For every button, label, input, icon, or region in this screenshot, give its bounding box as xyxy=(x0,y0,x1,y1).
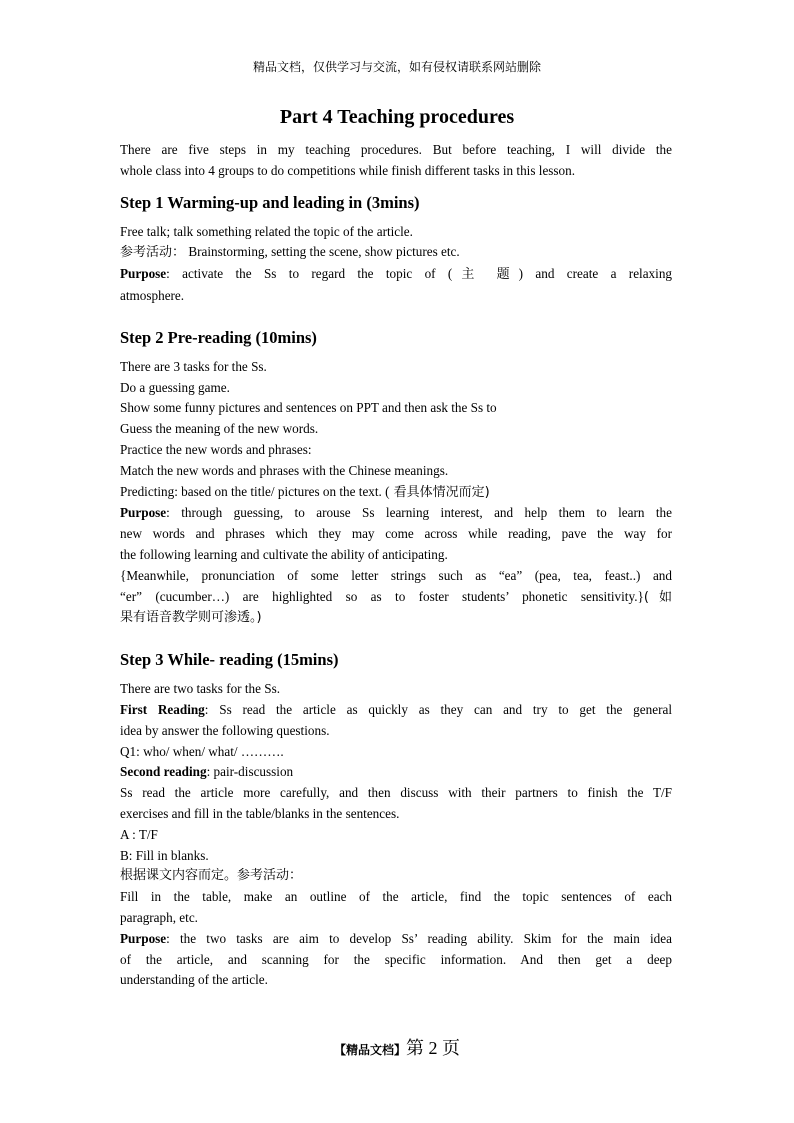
first-reading-label: First Reading xyxy=(120,701,205,717)
text-span: : the two tasks are aim to develop Ss’ reading ability. Skim for the main idea xyxy=(166,930,672,946)
page-title: Part 4 Teaching procedures xyxy=(279,106,515,128)
text-line xyxy=(120,700,672,721)
text-line: exercises and fill in the table/blanks in the sentences. xyxy=(120,805,400,821)
text-line: There are 3 tasks for the Ss. xyxy=(120,358,267,374)
step1-heading: Step 1 Warming-up and leading in (3mins) xyxy=(120,192,420,212)
text-line: {Meanwhile, pronunciation of some letter strings such as “ea” (pea, tea, feast..) and xyxy=(120,567,672,583)
cn-line: 果有语音教学则可渗透。) xyxy=(120,610,262,626)
cn-span: (如 xyxy=(643,589,672,605)
cn-label: 参考活动： xyxy=(120,245,186,261)
purpose-label: Purpose xyxy=(120,930,167,946)
text-line: new words and phrases which they may come across while reading, pave the way for xyxy=(120,526,672,542)
purpose-line xyxy=(120,503,672,524)
text-line: Practice the new words and phrases: xyxy=(120,441,312,457)
step2-heading: Step 2 Pre-reading (10mins) xyxy=(120,327,317,347)
text-line: idea by answer the following questions. xyxy=(120,722,330,738)
text-line: There are two tasks for the Ss. xyxy=(120,681,281,697)
text-line: B: Fill in blanks. xyxy=(120,847,209,863)
text-span: ) and create a relaxing xyxy=(518,266,673,282)
text-line: atmosphere. xyxy=(120,287,185,303)
text-line xyxy=(120,482,672,504)
text-span: Brainstorming, setting the scene, show pictures etc. xyxy=(185,244,460,260)
second-reading-label: Second reading xyxy=(120,764,207,780)
footer-label: 【精品文档】 xyxy=(333,1043,406,1057)
text-line: paragraph, etc. xyxy=(120,909,198,925)
text-line: of the article, and scanning for the specific information. And then get a deep xyxy=(120,951,672,967)
text-span: “er” (cucumber…) are highlighted so as to foster students’ phonetic sensitivity.} xyxy=(120,588,644,604)
cn-line: 根据课文内容而定。参考活动： xyxy=(120,868,303,884)
cn-span: 看具体情况而定) xyxy=(389,484,490,500)
document-body xyxy=(120,140,672,991)
text-span: Predicting: based on the title/ pictures on the text. ( xyxy=(120,483,390,499)
purpose-line xyxy=(120,929,672,950)
step3-heading: Step 3 While- reading (15mins) xyxy=(120,650,339,670)
intro-line: There are five steps in my teaching procedures. But before teaching, I will divide the xyxy=(120,142,672,157)
text-line xyxy=(120,762,672,783)
purpose-label: Purpose xyxy=(120,266,167,282)
text-span: : Ss read the article as quickly as they can and try to get the general xyxy=(204,701,672,717)
cn-span: 主 题 xyxy=(452,267,519,283)
text-span: : through guessing, to arouse Ss learning interest, and help them to learn the xyxy=(166,505,672,521)
text-span: : pair-discussion xyxy=(206,764,294,780)
text-line: A : T/F xyxy=(120,826,158,842)
text-line xyxy=(120,242,672,264)
text-line: Ss read the article more carefully, and then discuss with their partners to finish the T/F xyxy=(120,785,672,801)
purpose-line xyxy=(120,264,672,286)
purpose-label: Purpose xyxy=(120,505,167,521)
page-footer xyxy=(0,1034,794,1060)
intro-line: whole class into 4 groups to do competitions while finish different tasks in this lesson. xyxy=(120,162,576,178)
text-line: Q1: who/ when/ what/ ………. xyxy=(120,743,284,759)
text-line: Match the new words and phrases with the Chinese meanings. xyxy=(120,462,449,478)
text-line: Do a guessing game. xyxy=(120,379,230,395)
text-line xyxy=(120,587,672,609)
text-line: Guess the meaning of the new words. xyxy=(120,421,319,437)
page-header: 精品文档，仅供学习与交流，如有侵权请联系网站删除 xyxy=(252,60,541,74)
text-line: understanding of the article. xyxy=(120,972,268,988)
text-line: Show some funny pictures and sentences on PPT and then ask the Ss to xyxy=(120,400,497,416)
text-line: the following learning and cultivate the ability of anticipating. xyxy=(120,546,448,562)
page-number: 第 2 页 xyxy=(406,1038,460,1058)
text-line: Fill in the table, make an outline of the article, find the topic sentences of each xyxy=(120,889,672,905)
text-span: : activate the Ss to regard the topic of ( xyxy=(166,266,453,282)
text-line: Free talk; talk something related the topic of the article. xyxy=(120,223,413,239)
